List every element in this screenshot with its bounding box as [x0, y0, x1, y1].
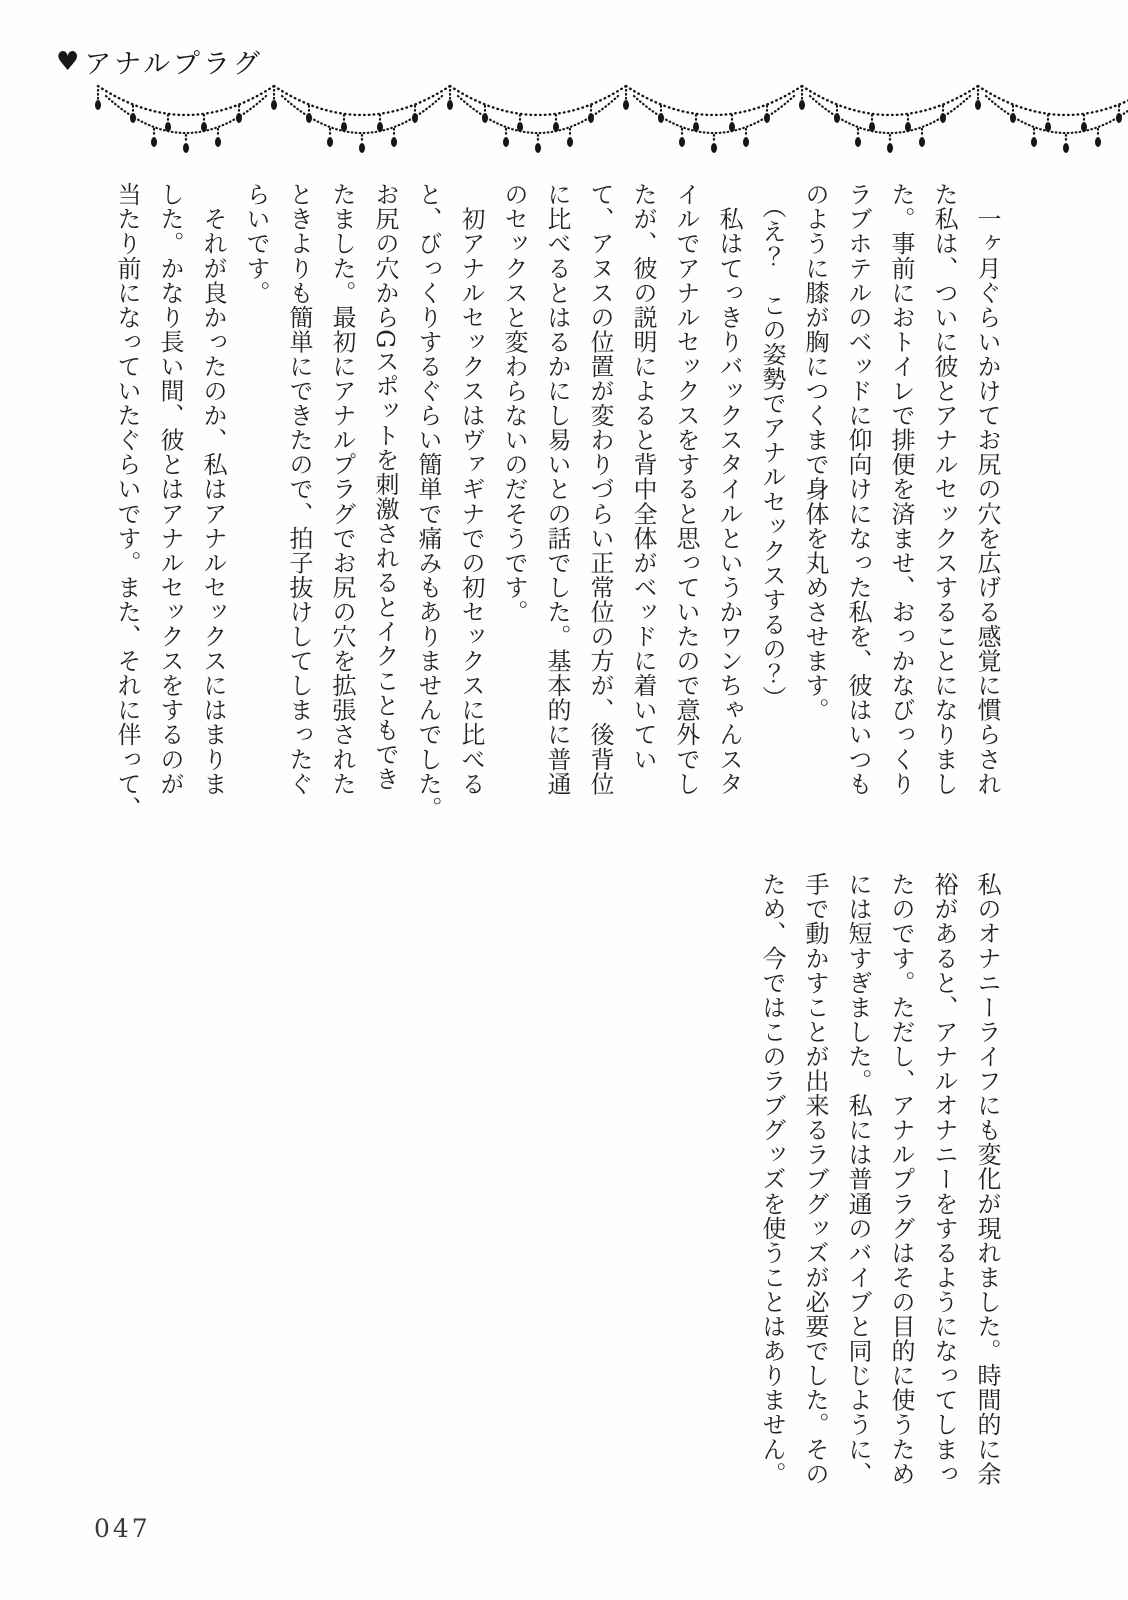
- text-block-upper: [105, 182, 1008, 844]
- text-column: て、アヌスの位置が変わりづらい正常位の方が、後背位: [586, 182, 614, 796]
- text-column: に比べるとはるかにし易いとの話でした。基本的に普通: [543, 182, 571, 796]
- text-column: した。かなり長い間、彼とはアナルセックスをするのが: [156, 182, 184, 796]
- text-block-lower: [750, 872, 1008, 1504]
- text-column: ラブホテルのベッドに仰向けになった私を、彼はいつも: [844, 182, 872, 796]
- text-column: 裕があると、アナルオナニーをするようになってしまっ: [930, 872, 958, 1486]
- text-column: それが良かったのか、私はアナルセックスにはまりま: [199, 182, 227, 796]
- text-column: のセックスと変わらないのだそうです。: [500, 182, 528, 624]
- text-column: たました。最初にアナルプラグでお尻の穴を拡張された: [328, 182, 356, 796]
- text-column: ときよりも簡単にできたので、拍子抜けしてしまったぐ: [285, 182, 313, 796]
- text-column: たのです。ただし、アナルプラグはその目的に使うため: [887, 872, 915, 1486]
- text-column: た。事前におトイレで排便を済ませ、おっかなびっくり: [887, 182, 915, 796]
- page-number: 047: [94, 1514, 151, 1543]
- text-column: のように膝が胸につくまで身体を丸めさせます。: [801, 182, 829, 723]
- text-column: 私のオナニーライフにも変化が現れました。時間的に余: [973, 872, 1001, 1486]
- text-column: 一ヶ月ぐらいかけてお尻の穴を広げる感覚に慣らされ: [973, 182, 1001, 796]
- garland-decoration: [0, 80, 1128, 180]
- text-column: お尻の穴からGスポットを刺激されるとイクこともでき: [371, 182, 399, 791]
- text-column: には短すぎました。私には普通のバイブと同じように、: [844, 872, 872, 1486]
- text-column: 初アナルセックスはヴァギナでの初セックスに比べる: [457, 182, 485, 796]
- chapter-header: [56, 42, 263, 81]
- text-column: た私は、ついに彼とアナルセックスすることになりまし: [930, 182, 958, 796]
- text-column: イルでアナルセックスをすると思っていたので意外でし: [672, 182, 700, 796]
- text-column: 手で動かすことが出来るラブグッズが必要でした。その: [801, 872, 829, 1486]
- text-column: ため、今ではこのラブグッズを使うことはありません。: [758, 872, 786, 1486]
- text-column: 当たり前になっていたぐらいです。また、それに伴って、: [113, 182, 141, 821]
- heart-icon: ♥: [56, 46, 83, 77]
- text-column: と、びっくりするぐらい簡単で痛みもありませんでした。: [414, 182, 442, 821]
- text-column: らいです。: [242, 182, 270, 305]
- text-column: たが、彼の説明によると背中全体がベッドに着いてい: [629, 182, 657, 772]
- chapter-title: アナルプラグ: [84, 49, 263, 80]
- text-column: 私はてっきりバックスタイルというかワンちゃんスタ: [715, 182, 743, 796]
- text-column: （え？ この姿勢でアナルセックスするの？）: [758, 182, 786, 711]
